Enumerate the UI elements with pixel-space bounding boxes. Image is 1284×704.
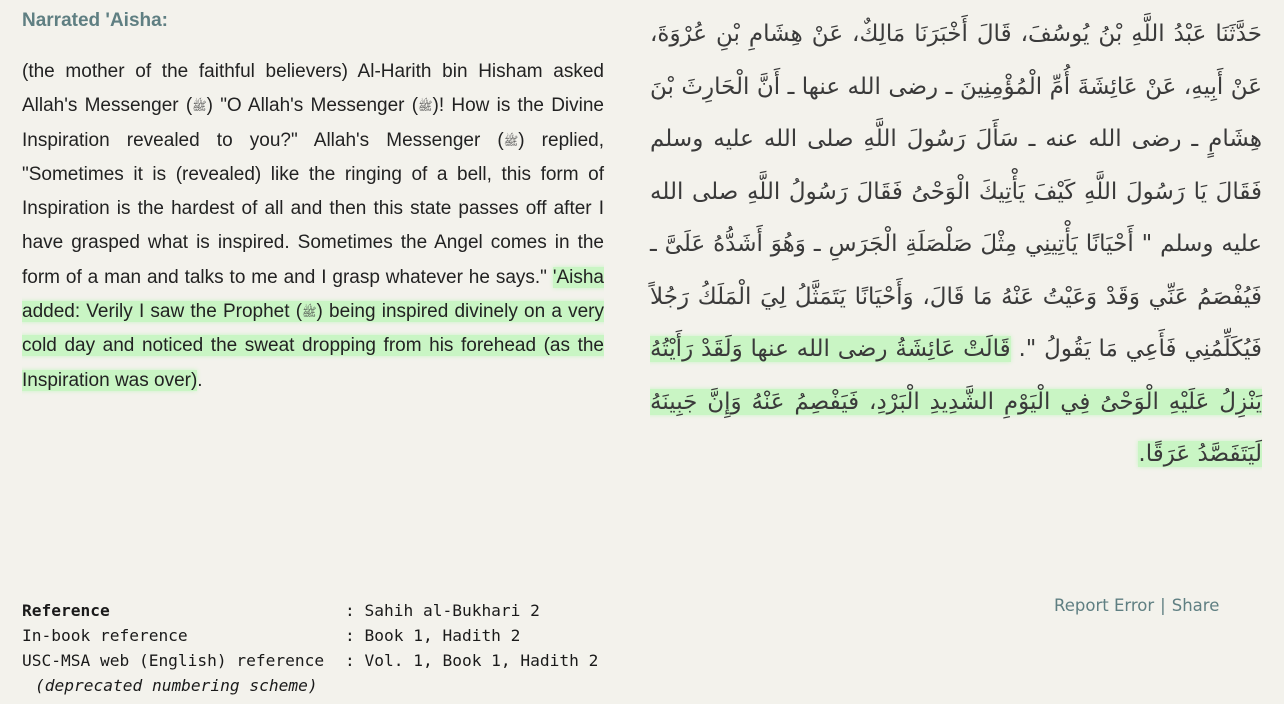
hadith-actions xyxy=(1054,596,1219,615)
highlighted-text-part: 'Aisha added: Verily I saw the Prophet ( xyxy=(22,266,604,323)
english-text-part: (the mother of the faithful believers) Al-Harith bin Hisham asked Allah's Messenger ( xyxy=(22,61,604,117)
report-error-link[interactable]: Report Error xyxy=(1054,596,1155,615)
usc-msa-reference-row xyxy=(22,648,598,673)
salawat-symbol: ﷺ xyxy=(503,133,519,148)
reference-row xyxy=(22,598,598,623)
actions-separator: | xyxy=(1160,596,1166,615)
share-link[interactable]: Share xyxy=(1171,596,1220,615)
highlighted-arabic-text: قَالَتْ عَائِشَةُ رضى الله عنها وَلَقَدْ رَأَيْتُهُ يَنْزِلُ عَلَيْهِ الْوَحْىُ فِي الْيَوْمِ الشَّدِيدِ الْبَرْدِ، فَيَفْصِمُ عَنْهُ وَإِنَّ جَبِينَهُ لَيَتَفَصَّدُ عَرَقًا. xyxy=(650,336,1262,467)
arabic-hadith-text xyxy=(650,8,1262,481)
english-text-part: ) "O Allah's Messenger ( xyxy=(206,95,419,117)
english-text-part: ) replied, "Sometimes it is (revealed) like the ringing of a bell, this form of Inspiration is the hardest of all and then this state passes off after I have grasped what is inspired. Sometimes the Angel comes in the form of a man and talks to me and I grasp whatever he says." xyxy=(22,129,605,288)
english-text-end: . xyxy=(197,369,203,391)
narrator-heading: Narrated 'Aisha: xyxy=(22,10,169,31)
usc-msa-reference-label: USC-MSA web (English) reference xyxy=(22,651,325,670)
in-book-reference-label: In-book reference xyxy=(22,626,188,645)
highlighted-text-part: ) being inspired divinely on a very cold day and noticed the sweat dropping from his forehead (as the Inspiration was over) xyxy=(22,301,604,391)
in-book-reference-value: : Book 1, Hadith 2 xyxy=(345,626,521,645)
in-book-reference-row xyxy=(22,623,598,648)
deprecated-numbering-note: (deprecated numbering scheme) xyxy=(35,676,318,695)
reference-table xyxy=(22,598,598,698)
reference-value: : Sahih al-Bukhari 2 xyxy=(345,601,540,620)
arabic-text-main: حَدَّثَنَا عَبْدُ اللَّهِ بْنُ يُوسُفَ، قَالَ أَخْبَرَنَا مَالِكٌ، عَنْ هِشَامِ بْنِ عُرْوَةَ، عَنْ أَبِيهِ، عَنْ عَائِشَةَ أُمِّ الْمُؤْمِنِينَ ـ رضى الله عنها ـ أَنَّ الْحَارِثَ بْنَ هِشَامٍ ـ رضى الله عنه ـ سَأَلَ رَسُولَ اللَّهِ صلى الله عليه وسلم فَقَالَ يَا رَسُولَ اللَّهِ كَيْفَ يَأْتِيكَ الْوَحْىُ فَقَالَ رَسُولُ اللَّهِ صلى الله عليه وسلم " أَحْيَانًا يَأْتِينِي مِثْلَ صَلْصَلَةِ الْجَرَسِ ـ وَهُوَ أَشَدُّهُ عَلَىَّ ـ فَيُفْصَمُ عَنِّي وَقَدْ وَعَيْتُ عَنْهُ مَا قَالَ، وَأَحْيَانًا يَتَمَثَّلُ لِيَ الْمَلَكُ رَجُلاً فَيُكَلِّمُنِي فَأَعِي مَا يَقُولُ ". xyxy=(650,21,1262,362)
english-text-part: )! How is the Divine Inspiration revealed to you?" Allah's Messenger ( xyxy=(22,95,604,151)
salawat-symbol: ﷺ xyxy=(302,305,317,320)
salawat-symbol: ﷺ xyxy=(418,99,433,114)
salawat-symbol: ﷺ xyxy=(192,99,207,114)
usc-msa-reference-value: : Vol. 1, Book 1, Hadith 2 xyxy=(345,651,599,670)
english-hadith-text xyxy=(22,55,604,398)
reference-label: Reference xyxy=(22,601,110,620)
